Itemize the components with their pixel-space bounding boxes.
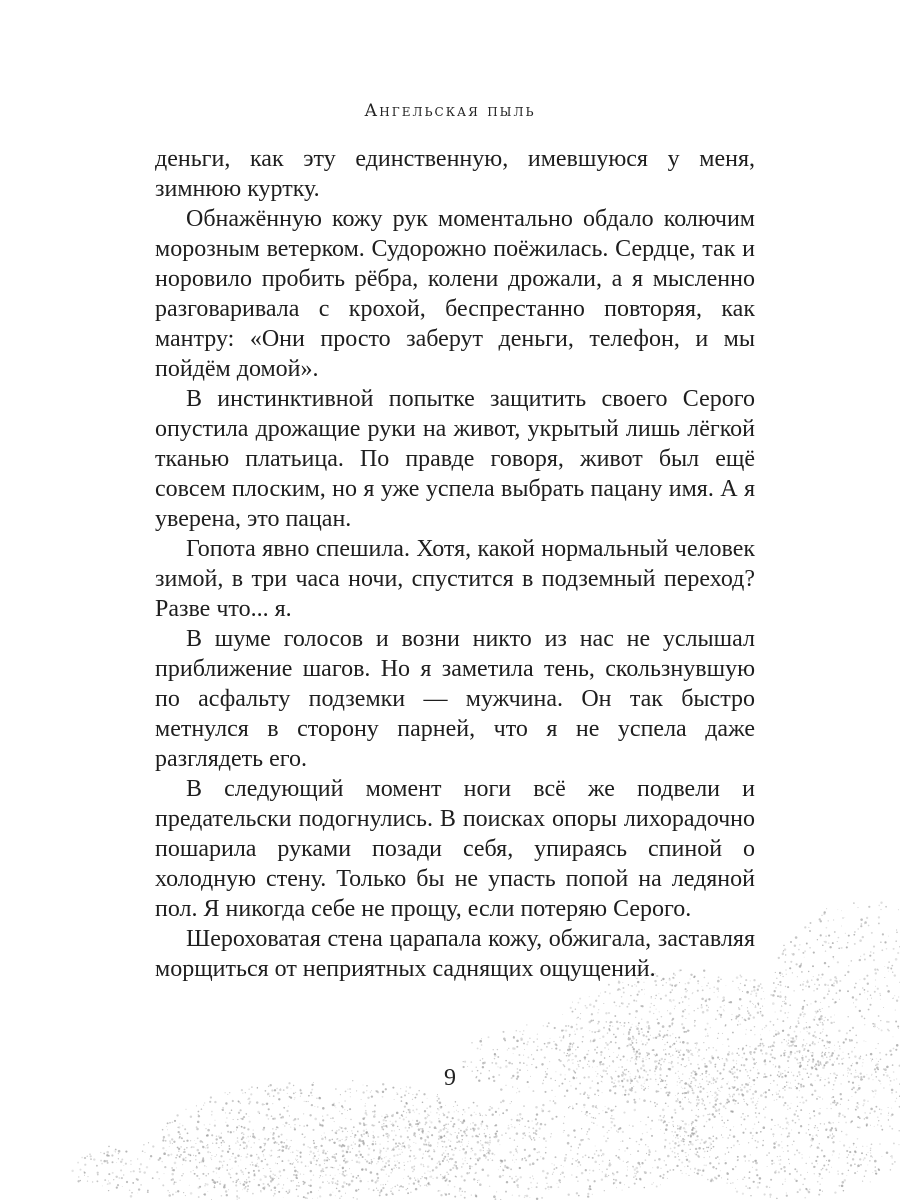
paragraph: деньги, как эту единственную, имевшуюся у меня, зимнюю куртку. [155, 146, 755, 202]
paragraph: Гопота явно спешила. Хотя, какой нормальный человек зимой, в три часа ночи, спустится в подземный переход? Разве что... я. [155, 536, 755, 622]
paragraph: Обнажённую кожу рук моментально обдало колючим морозным ветерком. Судорожно поёжилась. Сердце, так и норовило пробить рёбра, колени дрожали, а я мысленно разговаривала с крохой, беспрестанно повторяя, как мантру: «Они просто заберут деньги, телефон, и мы пойдём домой». [155, 206, 755, 382]
body-text [155, 144, 755, 984]
page-number: 9 [444, 1065, 456, 1091]
paragraph: Шероховатая стена царапала кожу, обжигала, заставляя морщиться от неприятных саднящих ощущений. [155, 926, 755, 982]
running-title: Ангельская пыль [364, 101, 536, 121]
paragraph: В следующий момент ноги всё же подвели и предательски подогнулись. В поисках опоры лихорадочно пошарила руками позади себя, упираясь спиной о холодную стену. Только бы не упасть попой на ледяной пол. Я никогда себе не прощу, если потеряю Серого. [155, 776, 755, 922]
paragraph: В инстинктивной попытке защитить своего Серого опустила дрожащие руки на живот, укрытый лишь лёгкой тканью платьица. По правде говоря, живот был ещё совсем плоским, но я уже успела выбрать пацану имя. А я уверена, это пацан. [155, 386, 755, 532]
paragraph: В шуме голосов и возни никто из нас не услышал приближение шагов. Но я заметила тень, скользнувшую по асфальту подземки — мужчина. Он так быстро метнулся в сторону парней, что я не успела даже разглядеть его. [155, 626, 755, 772]
